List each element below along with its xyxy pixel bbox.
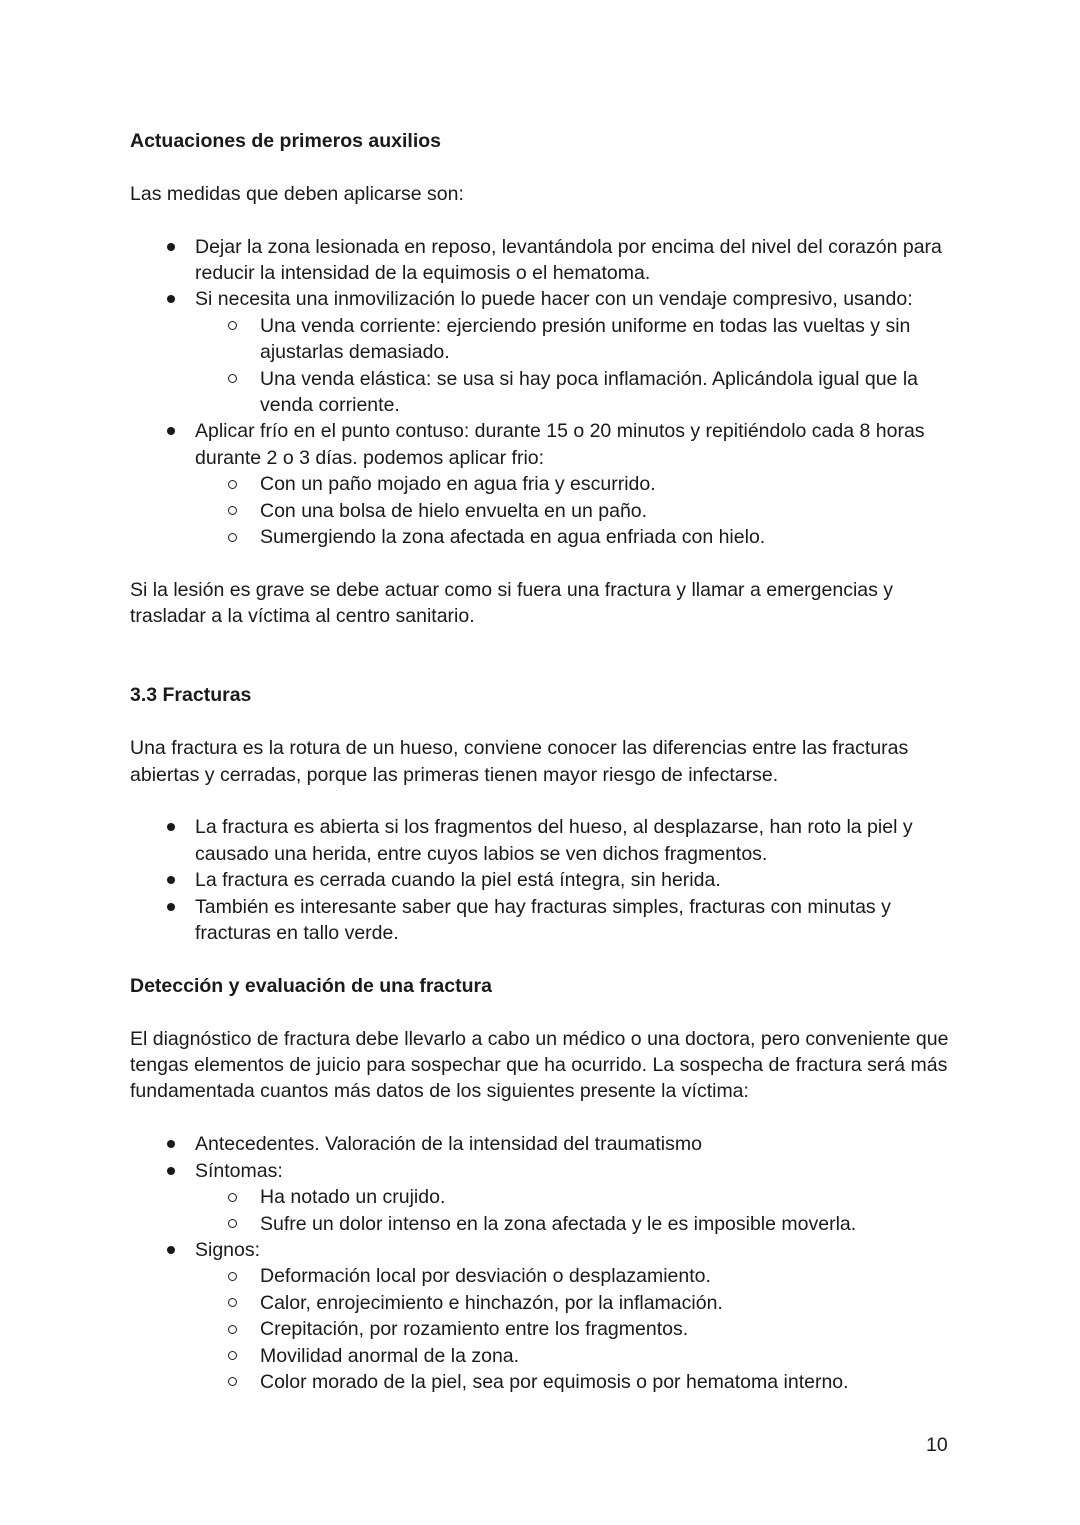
document-page (130, 128, 950, 1395)
list-item: Sufre un dolor intenso en la zona afectada y le es imposible moverla. (195, 1211, 950, 1237)
list-item: Signos: Deformación local por desviación o desplazamiento. Calor, enrojecimiento e hinchazón, por la inflamación. Crepitación, por rozamiento entre los fragmentos. Movilidad anormal de la zona. Color morado de la piel, sea por equimosis o por hematoma interno. (130, 1237, 950, 1395)
list-item: Dejar la zona lesionada en reposo, levantándola por encima del nivel del corazón para reducir la intensidad de la equimosis o el hematoma. (130, 234, 950, 287)
first-aid-closing: Si la lesión es grave se debe actuar como si fuera una fractura y llamar a emergencias y trasladar a la víctima al centro sanitario. (130, 578, 894, 628)
bullet-icon (167, 903, 175, 911)
sub-list (195, 471, 950, 550)
list-item: Antecedentes. Valoración de la intensidad del traumatismo (130, 1131, 950, 1157)
list-item: Con un paño mojado en agua fria y escurrido. (195, 471, 950, 497)
list-item: Ha notado un crujido. (195, 1184, 950, 1210)
hollow-bullet-icon (228, 374, 237, 383)
hollow-bullet-icon (228, 321, 237, 330)
hollow-bullet-icon (228, 1298, 237, 1307)
hollow-bullet-icon (228, 1193, 237, 1202)
list-item: También es interesante saber que hay fracturas simples, fracturas con minutas y fracturas en tallo verde. (130, 894, 950, 947)
hollow-bullet-icon (228, 1351, 237, 1360)
fractures-list (130, 814, 950, 946)
sub-list (195, 313, 950, 419)
list-item: Color morado de la piel, sea por equimosis o por hematoma interno. (195, 1369, 950, 1395)
hollow-bullet-icon (228, 480, 237, 489)
list-item: La fractura es cerrada cuando la piel está íntegra, sin herida. (130, 867, 950, 893)
list-item: Aplicar frío en el punto contuso: durante 15 o 20 minutos y repitiéndolo cada 8 horas durante 2 o 3 días. podemos aplicar frio: Con un paño mojado en agua fria y escurrido. Con una bolsa de hielo envuelta en un paño. Sumergiendo la zona afectada en agua enfriada con hielo. (130, 418, 950, 550)
hollow-bullet-icon (228, 1219, 237, 1228)
bullet-icon (167, 1140, 175, 1148)
hollow-bullet-icon (228, 1325, 237, 1334)
list-item: Movilidad anormal de la zona. (195, 1343, 950, 1369)
list-item: Si necesita una inmovilización lo puede hacer con un vendaje compresivo, usando: Una venda corriente: ejerciendo presión uniforme en todas las vueltas y sin ajustarlas demasiado. Una venda elástica: se usa si hay poca inflamación. Aplicándola igual que la venda corriente. (130, 286, 950, 418)
list-item: Una venda elástica: se usa si hay poca inflamación. Aplicándola igual que la venda corriente. (195, 366, 950, 419)
page-number: 10 (926, 1434, 948, 1456)
hollow-bullet-icon (228, 533, 237, 542)
bullet-icon (167, 1167, 175, 1175)
section-heading-fractures: 3.3 Fracturas (130, 684, 252, 707)
bullet-icon (167, 1246, 175, 1254)
first-aid-intro: Las medidas que deben aplicarse son: (130, 182, 464, 205)
bullet-icon (167, 243, 175, 251)
list-item: Con una bolsa de hielo envuelta en un paño. (195, 498, 950, 524)
first-aid-list (130, 234, 950, 551)
list-item: Una venda corriente: ejerciendo presión uniforme en todas las vueltas y sin ajustarlas demasiado. (195, 313, 950, 366)
hollow-bullet-icon (228, 506, 237, 515)
list-item: Síntomas: Ha notado un crujido. Sufre un dolor intenso en la zona afectada y le es imposible moverla. (130, 1158, 950, 1237)
fractures-intro: Una fractura es la rotura de un hueso, conviene conocer las diferencias entre las fracturas abiertas y cerradas, porque las primeras tienen mayor riesgo de infectarse. (130, 737, 909, 786)
detection-intro: El diagnóstico de fractura debe llevarlo a cabo un médico o una doctora, pero conveniente que tengas elementos de juicio para sospechar que ha ocurrido. La sospecha de fractura será más fundamentada cuantos más datos de los siguientes presente la víctima: (130, 1027, 949, 1103)
section-heading-detection: Detección y evaluación de una fractura (130, 974, 492, 997)
sub-list (195, 1184, 950, 1237)
hollow-bullet-icon (228, 1272, 237, 1281)
section-heading-first-aid: Actuaciones de primeros auxilios (130, 130, 442, 152)
list-item: La fractura es abierta si los fragmentos del hueso, al desplazarse, han roto la piel y causado una herida, entre cuyos labios se ven dichos fragmentos. (130, 814, 950, 867)
list-item: Calor, enrojecimiento e hinchazón, por la inflamación. (195, 1290, 950, 1316)
list-item: Deformación local por desviación o desplazamiento. (195, 1263, 950, 1289)
list-item: Crepitación, por rozamiento entre los fragmentos. (195, 1316, 950, 1342)
bullet-icon (167, 876, 175, 884)
hollow-bullet-icon (228, 1377, 237, 1386)
sub-list (195, 1263, 950, 1395)
detection-list (130, 1131, 950, 1395)
bullet-icon (167, 295, 175, 303)
list-item: Sumergiendo la zona afectada en agua enfriada con hielo. (195, 524, 950, 550)
bullet-icon (167, 823, 175, 831)
bullet-icon (167, 427, 175, 435)
